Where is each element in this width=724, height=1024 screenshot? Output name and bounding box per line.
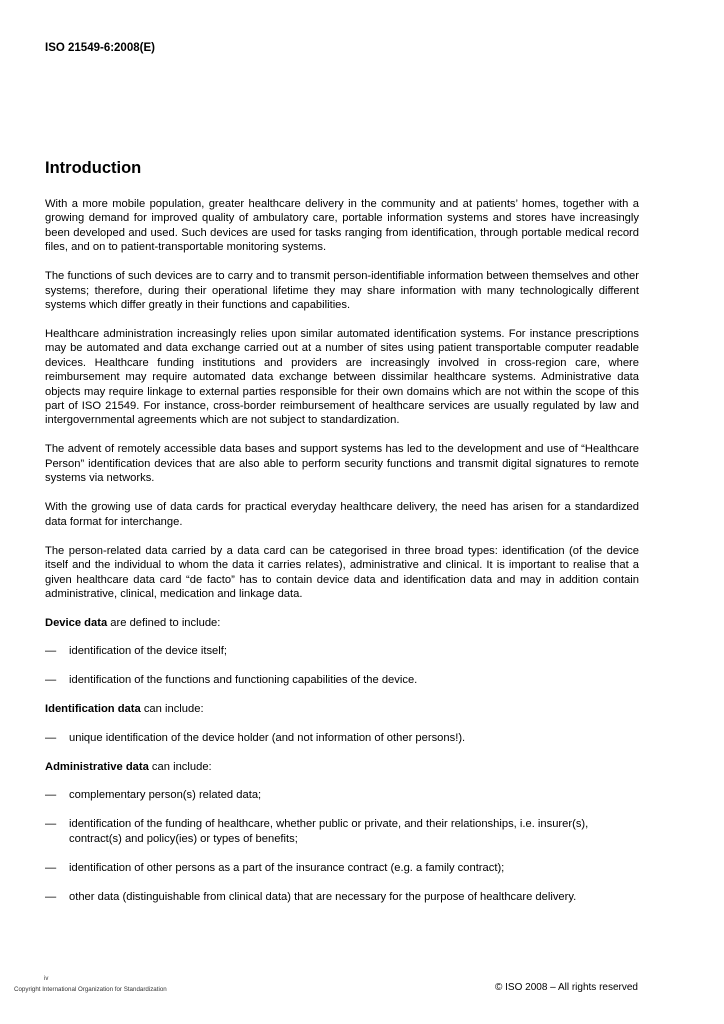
page-title: Introduction <box>45 159 142 177</box>
paragraph: The advent of remotely accessible data bases and support systems has led to the development and use of “Healthcare Person” identification devices that are also able to perform security functions and transmit digital signatures to remote systems via networks. <box>45 443 639 485</box>
dash-icon: — <box>45 674 57 687</box>
list-item <box>45 673 639 687</box>
identification-data-term: Identification data <box>45 703 141 716</box>
list-item <box>45 817 639 846</box>
administrative-data-term: Administrative data <box>45 760 149 773</box>
identification-data-rest: can include: <box>140 703 204 716</box>
paragraph: The functions of such devices are to carry and to transmit person-identifiable information between themselves and other systems; therefore, during their operational lifetime they may share information with many technologically different systems which differ greatly in their functions and capabilities. <box>45 270 639 312</box>
list-item-text: identification of the device itself; <box>69 645 227 658</box>
device-data-rest: are defined to include: <box>107 616 221 629</box>
dash-icon: — <box>45 789 57 802</box>
list-item <box>45 890 639 904</box>
dash-icon: — <box>45 645 57 658</box>
device-data-lead <box>45 616 639 630</box>
device-data-term: Device data <box>45 616 108 629</box>
list-item-text: complementary person(s) related data; <box>69 789 262 802</box>
identification-data-lead <box>45 702 639 716</box>
list-item <box>45 731 639 745</box>
dash-icon: — <box>45 890 57 903</box>
administrative-data-lead <box>45 760 639 774</box>
list-item-text: identification of the funding of healthcare, whether public or private, and their relationships, i.e. insurer(s), contract(s) and policy(ies) or types of benefits; <box>69 818 589 845</box>
list-item-text: other data (distinguishable from clinical data) that are necessary for the purpose of healthcare delivery. <box>69 890 577 903</box>
paragraph: The person-related data carried by a data card can be categorised in three broad types: identification (of the device itself and the individual to whom the data it carries relates), administrative and clinical. It is important to realise that a given healthcare data card “de facto” has to contain device data and identification data and may in addition contain administrative, clinical, medication and linkage data. <box>45 544 639 600</box>
footer-copyright-right: © ISO 2008 – All rights reserved <box>495 982 638 993</box>
list-item-text: identification of other persons as a part of the insurance contract (e.g. a family contract); <box>69 861 505 874</box>
dash-icon: — <box>45 818 57 831</box>
list-item <box>45 788 639 802</box>
dash-icon: — <box>45 861 57 874</box>
paragraph: Healthcare administration increasingly relies upon similar automated identification systems. For instance prescriptions may be automated and data exchange carried out at a number of sites using patient transportable computer readable devices. Healthcare funding institutions and providers are increasingly involved in cross-region care, where reimbursement may require automated data exchange between dissimilar healthcare systems. Administrative data objects may require linkage to external parties responsible for their own domains which are not within the scope of this part of ISO 21549. For instance, cross-border reimbursement of healthcare services are usually regulated by law and intergovernmental agreements which are not subject to standardization. <box>45 328 639 427</box>
dash-icon: — <box>45 731 57 744</box>
paragraph: With a more mobile population, greater healthcare delivery in the community and at patients’ homes, together with a growing demand for improved quality of ambulatory care, portable information systems and stores have increasingly been developed and used. Such devices are used for tasks ranging from identification, through portable medical record files, and on to patient-transportable monitoring systems. <box>45 198 639 254</box>
list-item <box>45 644 639 658</box>
footer-copyright-left: Copyright International Organization for Standardization <box>14 986 167 993</box>
page-number: iv <box>44 976 49 982</box>
administrative-data-rest: can include: <box>148 760 212 773</box>
list-item-text: identification of the functions and functioning capabilities of the device. <box>69 674 418 687</box>
list-item-text: unique identification of the device holder (and not information of other persons!). <box>69 731 466 744</box>
list-item <box>45 861 639 875</box>
main-content <box>45 197 639 919</box>
document-code: ISO 21549-6:2008(E) <box>45 42 155 54</box>
paragraph: With the growing use of data cards for practical everyday healthcare delivery, the need has arisen for a standardized data format for interchange. <box>45 501 639 528</box>
